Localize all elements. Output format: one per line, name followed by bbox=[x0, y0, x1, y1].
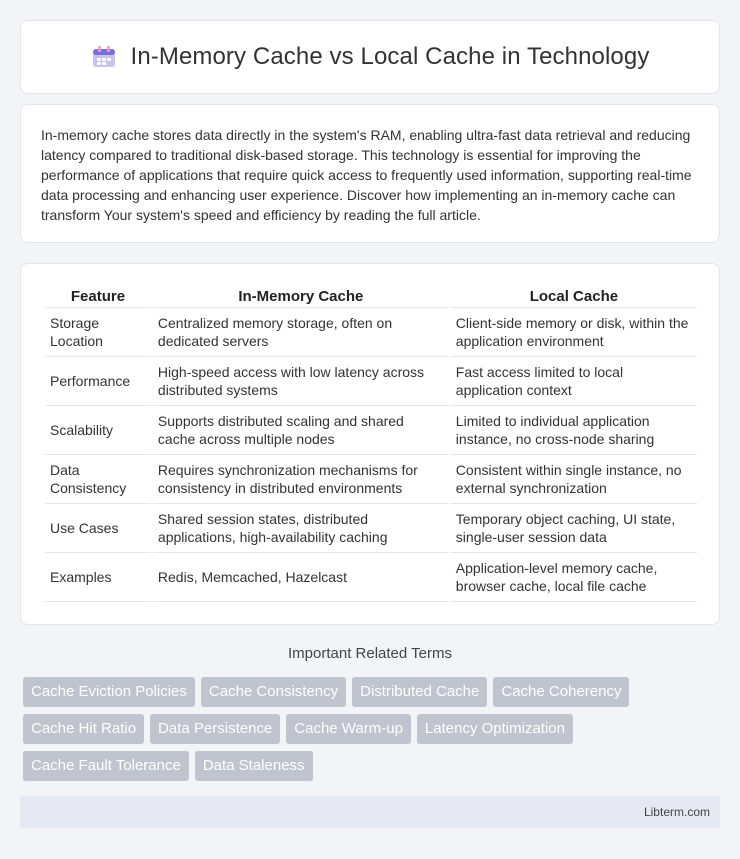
column-header-local-cache: Local Cache bbox=[451, 286, 697, 308]
column-header-feature: Feature bbox=[45, 286, 151, 308]
feature-cell: Performance bbox=[45, 357, 151, 406]
page-title: In-Memory Cache vs Local Cache in Technology bbox=[130, 43, 650, 70]
related-term-tag[interactable]: Cache Fault Tolerance bbox=[23, 751, 189, 781]
table-header-row bbox=[45, 286, 697, 308]
related-term-tag[interactable]: Cache Warm-up bbox=[286, 714, 411, 744]
related-terms-list bbox=[23, 677, 703, 781]
in-memory-cell: Centralized memory storage, often on dedicated servers bbox=[153, 308, 449, 357]
feature-cell: Use Cases bbox=[45, 504, 151, 553]
related-terms-title: Important Related Terms bbox=[288, 645, 452, 662]
feature-cell: Examples bbox=[45, 553, 151, 602]
feature-cell: Data Consistency bbox=[45, 455, 151, 504]
feature-cell: Scalability bbox=[45, 406, 151, 455]
comparison-card bbox=[20, 263, 720, 625]
related-term-tag[interactable]: Distributed Cache bbox=[352, 677, 487, 707]
related-term-tag[interactable]: Cache Consistency bbox=[201, 677, 346, 707]
in-memory-cell: High-speed access with low latency across distributed systems bbox=[153, 357, 449, 406]
local-cell: Client-side memory or disk, within the application environment bbox=[451, 308, 697, 357]
calendar-icon bbox=[91, 45, 117, 69]
local-cell: Consistent within single instance, no external synchronization bbox=[451, 455, 697, 504]
related-term-tag[interactable]: Data Persistence bbox=[150, 714, 280, 744]
table-row bbox=[45, 357, 697, 406]
comparison-table bbox=[43, 286, 699, 602]
in-memory-cell: Shared session states, distributed applications, high-availability caching bbox=[153, 504, 449, 553]
title-wrap bbox=[91, 43, 650, 71]
local-cell: Temporary object caching, UI state, single-user session data bbox=[451, 504, 697, 553]
table-row bbox=[45, 504, 697, 553]
table-row bbox=[45, 455, 697, 504]
local-cell: Fast access limited to local application context bbox=[451, 357, 697, 406]
footer-site-link[interactable]: Libterm.com bbox=[643, 805, 710, 819]
table-row bbox=[45, 553, 697, 602]
related-term-tag[interactable]: Cache Eviction Policies bbox=[23, 677, 195, 707]
intro-paragraph: In-memory cache stores data directly in the system's RAM, enabling ultra-fast data retrieval and reducing latency compared to traditional disk-based storage. This technology is essential for improving the performance of applications that require quick access to frequently used information, supporting real-time data processing and enhancing user experience. Discover how implementing an in-memory cache can transform Your system's speed and efficiency by reading the full article. bbox=[41, 127, 692, 223]
related-term-tag[interactable]: Data Staleness bbox=[195, 751, 313, 781]
in-memory-cell: Requires synchronization mechanisms for consistency in distributed environments bbox=[153, 455, 449, 504]
local-cell: Application-level memory cache, browser cache, local file cache bbox=[451, 553, 697, 602]
feature-cell: Storage Location bbox=[45, 308, 151, 357]
table-row bbox=[45, 308, 697, 357]
table-row bbox=[45, 406, 697, 455]
in-memory-cell: Supports distributed scaling and shared cache across multiple nodes bbox=[153, 406, 449, 455]
related-term-tag[interactable]: Latency Optimization bbox=[417, 714, 573, 744]
in-memory-cell: Redis, Memcached, Hazelcast bbox=[153, 553, 449, 602]
local-cell: Limited to individual application instance, no cross-node sharing bbox=[451, 406, 697, 455]
related-term-tag[interactable]: Cache Hit Ratio bbox=[23, 714, 144, 744]
header-card bbox=[20, 20, 720, 94]
related-term-tag[interactable]: Cache Coherency bbox=[493, 677, 629, 707]
column-header-in-memory-cache: In-Memory Cache bbox=[153, 286, 449, 308]
footer bbox=[20, 796, 720, 828]
intro-card bbox=[20, 104, 720, 243]
